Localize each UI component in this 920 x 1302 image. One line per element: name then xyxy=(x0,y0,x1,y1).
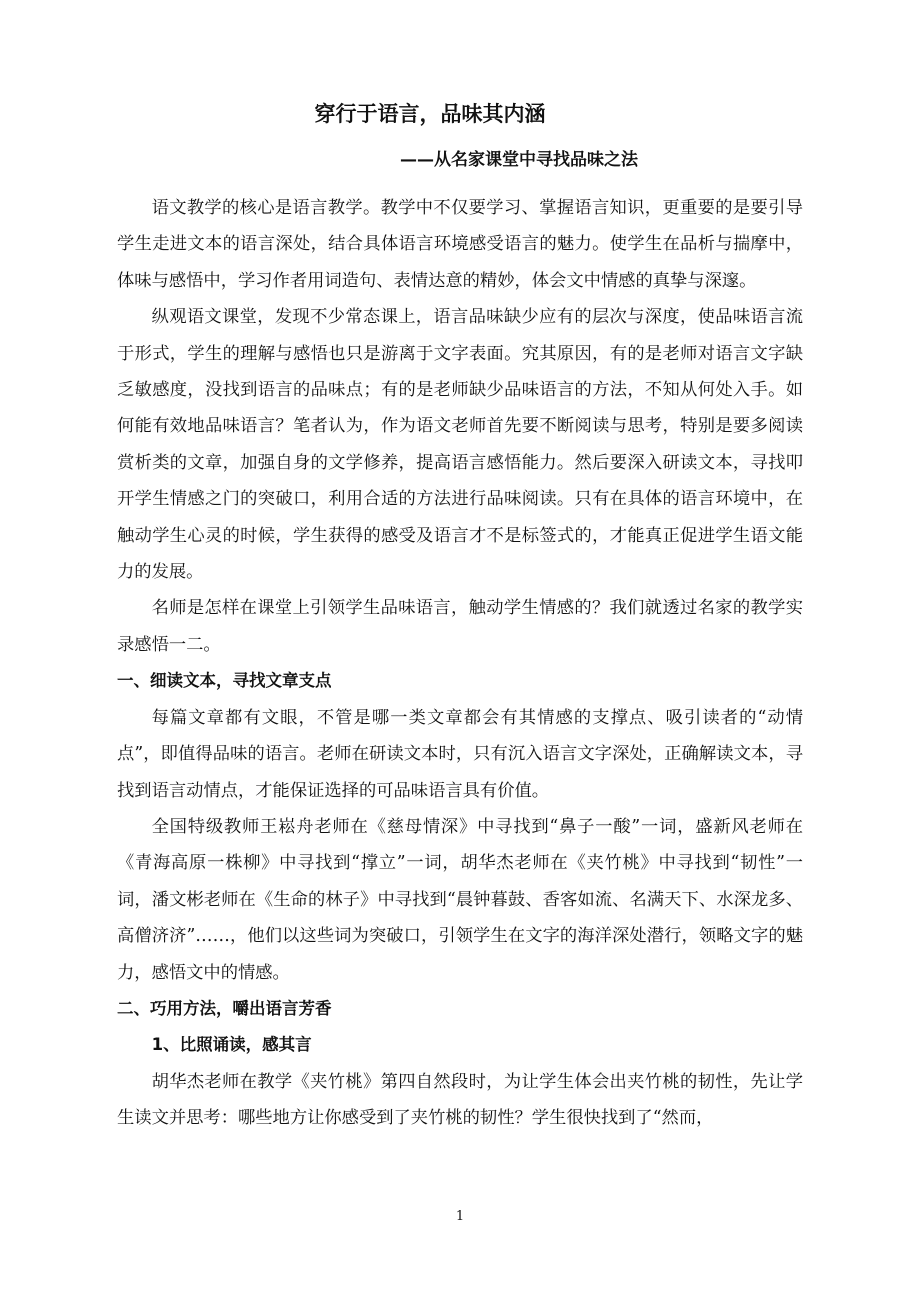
subsection-heading: 1、比照诵读，感其言 xyxy=(151,1035,312,1055)
paragraph: 语文教学的核心是语言教学。教学中不仅要学习、掌握语言知识，更重要的是要引导学生走进文本的语言深处，结合具体语言环境感受语言的魅力。使学生在品析与揣摩中，体味与感悟中，学习作者用词造句、表情达意的精妙，体会文中情感的真挚与深邃。 xyxy=(117,198,803,291)
section-heading: 二、巧用方法，嚼出语言芳香 xyxy=(117,998,332,1018)
paragraph: 每篇文章都有文眼，不管是哪一类文章都会有其情感的支撑点、吸引读者的“动情点”，即值得品味的语言。老师在研读文本时，只有沉入语言文字深处，正确解读文本，寻找到语言动情点，才能保证选择的可品味语言具有价值。 xyxy=(117,707,803,801)
page-number: 1 xyxy=(455,1209,465,1224)
paragraph: 胡华杰老师在教学《夹竹桃》第四自然段时，为让学生体会出夹竹桃的韧性，先让学生读文并思考：哪些地方让你感受到了夹竹桃的韧性？学生很快找到了“然而， xyxy=(117,1071,803,1129)
document-subtitle: ——从名家课堂中寻找品味之法 xyxy=(400,150,638,170)
document-title: 穿行于语言，品味其内涵 xyxy=(314,102,546,126)
section-heading: 一、细读文本，寻找文章支点 xyxy=(117,671,332,691)
paragraph: 纵观语文课堂，发现不少常态课上，语言品味缺少应有的层次与深度，使品味语言流于形式，学生的理解与感悟也只是游离于文字表面。究其原因，有的是老师对语言文字缺乏敏感度，没找到语言的品味点；有的是老师缺少品味语言的方法，不知从何处入手。如何能有效地品味语言？笔者认为，作为语文老师首先要不断阅读与思考，特别是要多阅读赏析类的文章，加强自身的文学修养，提高语言感悟能力。然后要深入研读文本，寻找叩开学生情感之门的突破口，利用合适的方法进行品味阅读。只有在具体的语言环境中，在触动学生心灵的时候，学生获得的感受及语言才不是标签式的，才能真正促进学生语文能力的发展。 xyxy=(117,307,803,583)
document-body xyxy=(117,190,803,1137)
paragraph: 全国特级教师王崧舟老师在《慈母情深》中寻找到“鼻子一酸”一词，盛新风老师在《青海高原一株柳》中寻找到“撑立”一词，胡华杰老师在《夹竹桃》中寻找到“韧性”一词，潘文彬老师在《生命的林子》中寻找到“晨钟暮鼓、香客如流、名满天下、水深龙多、高僧济济”……，他们以这些词为突破口，引领学生在文字的海洋深处潜行，领略文字的魅力，感悟文中的情感。 xyxy=(117,816,803,983)
paragraph: 名师是怎样在课堂上引领学生品味语言，触动学生情感的？我们就透过名家的教学实录感悟一二。 xyxy=(117,598,803,655)
